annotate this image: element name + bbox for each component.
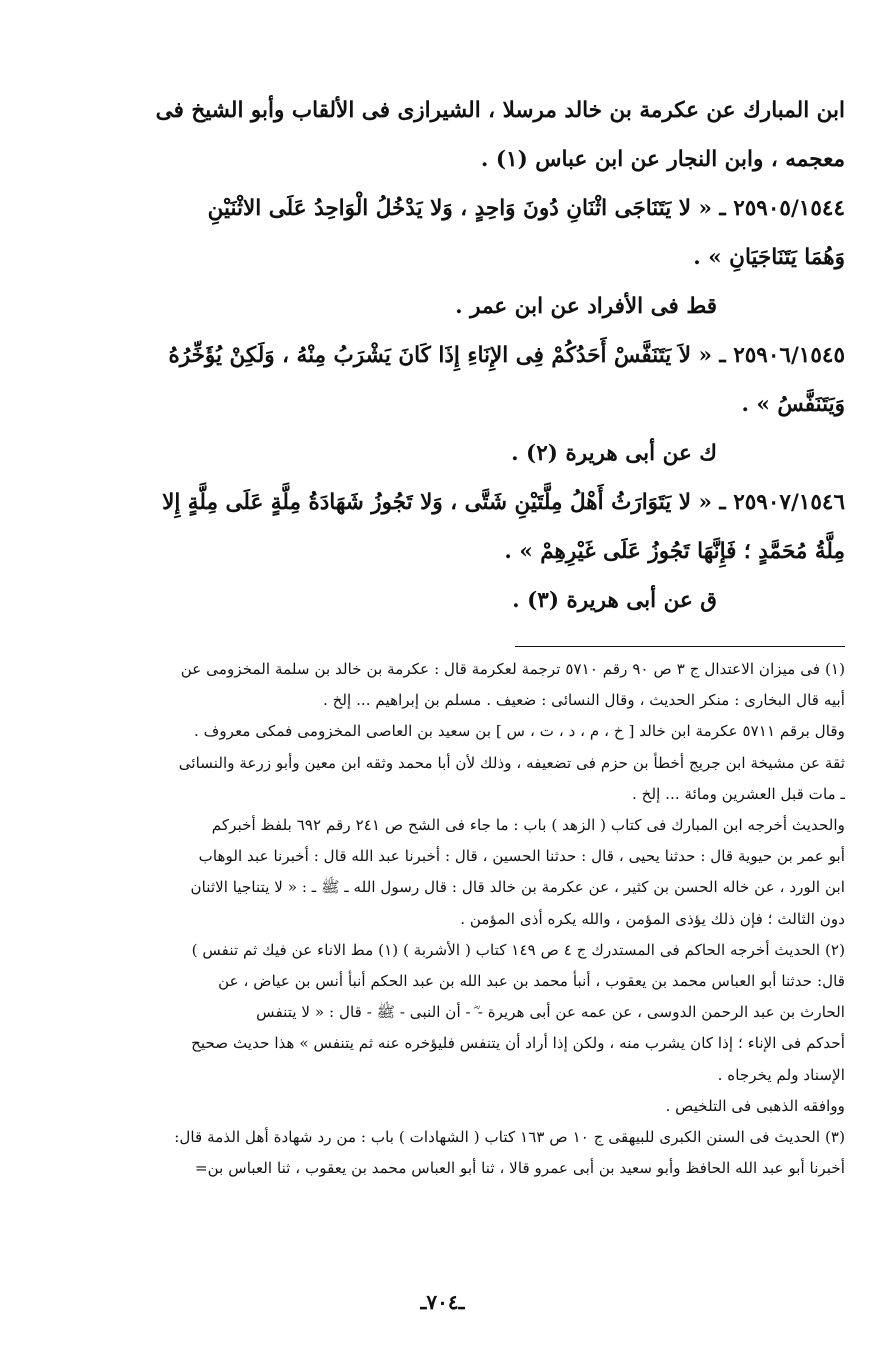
footnotes-block bbox=[34, 654, 845, 1184]
source-attribution: ك عن أبى هريرة (٢) . bbox=[511, 441, 717, 466]
hadith-1544: ٢٥٩٠٥/١٥٤٤ ـ « لا يَتَنَاجَى اثْنَانِ دُونَ وَاحِدٍ ، وَلا يَدْخُلُ الْوَاحِدُ عَلَى الاثْنَيْنِ bbox=[207, 196, 845, 221]
hadith-1546: ٢٥٩٠٧/١٥٤٦ ـ « لا يَتَوَارَثُ أَهْلُ مِلَّتَيْنِ شَتَّى ، وَلا تَجُوزُ شَهَادَةُ مِلَّةٍ عَلَى مِلَّةٍ إِلا bbox=[162, 490, 845, 515]
footnote-line: والحديث أخرجه ابن المبارك فى كتاب ( الزهد ) باب : ما جاء فى الشح ص ٢٤١ رقم ٦٩٢ بلفظ أخبركم bbox=[211, 816, 845, 835]
footnote-line: أبيه قال البخارى : منكر الحديث ، وقال النسائى : ضعيف . مسلم بن إبراهيم ... إلخ . bbox=[322, 691, 845, 710]
footnote-line: ابن الورد ، عن خاله الحسن بن كثير ، عن عكرمة بن خالد قال : قال رسول الله ـ ﷺ ـ : « لا يتناجيا الاثنان bbox=[190, 878, 845, 897]
footnote-line: ـ مات قبل العشرين ومائة ... إلخ . bbox=[632, 784, 845, 803]
page-number: ـ٧٠٤ـ bbox=[420, 1290, 465, 1314]
source-attribution: قط فى الأفراد عن ابن عمر . bbox=[455, 294, 717, 319]
hadith-1545: ٢٥٩٠٦/١٥٤٥ ـ « لاَ يَتَنَفَّسْ أَحَدُكُمْ فِى الإِنَاءِ إِذَا كَانَ يَشْرَبُ مِنْهُ ، وَلَكِنْ يُؤَخِّرُهُ bbox=[168, 343, 845, 368]
footnote-2: (٢) الحديث أخرجه الحاكم فى المستدرك ج ٤ ص ١٤٩ كتاب ( الأشربة ) (١) مط الاناء عن فيك ثم تنفس ) bbox=[191, 940, 845, 959]
footnote-line: الإسناد ولم يخرجاه . bbox=[717, 1065, 845, 1084]
text-line: معجمه ، وابن النجار عن ابن عباس (١) . bbox=[480, 147, 845, 172]
footnote-3: (٣) الحديث فى السنن الكبرى للبيهقى ج ١٠ ص ١٦٣ كتاب ( الشهادات ) باب : من رد شهادة أهل الذمة قال: bbox=[174, 1128, 845, 1147]
source-attribution: ق عن أبى هريرة (٣) . bbox=[512, 588, 717, 613]
footnote-line: أخبرنا أبو عبد الله الحافظ وأبو سعيد بن أبى عمرو قالا ، ثنا أبو العباس محمد بن يعقوب ، ثنا العباس بن= bbox=[194, 1159, 845, 1178]
footnote-line: أحدكم فى الإناء ؛ إذا كان يشرب منه ، ولكن إذا أراد أن يتنفس فليؤخره عنه ثم يتنفس » هذا حديث صحيح bbox=[191, 1034, 845, 1053]
footnote-line: الحارث بن عبد الرحمن الدوسى ، عن عمه عن أبى هريرة - ؓ - أن النبى - ﷺ - قال : « لا يتنفس bbox=[256, 1003, 845, 1022]
text-line: ابن المبارك عن عكرمة بن خالد مرسلا ، الشيرازى فى الألقاب وأبو الشيخ فى bbox=[155, 98, 845, 123]
footnote-line: ثقة عن مشيخة ابن جريج أخطأ بن حزم فى تضعيفه ، وذلك لأن أبا محمد وثقه ابن معين وأبو زرعة والنسائى bbox=[178, 753, 845, 772]
footnote-line: دون الثالث ؛ فإن ذلك يؤذى المؤمن ، والله يكره أذى المؤمن . bbox=[460, 909, 845, 928]
footnote-1: (١) فى ميزان الاعتدال ج ٣ ص ٩٠ رقم ٥٧١٠ ترجمة لعكرمة قال : عكرمة بن خالد بن سلمة المخزومى عن bbox=[180, 660, 845, 678]
footnote-line: قال: حدثنا أبو العباس محمد بن يعقوب ، أنبأ محمد بن عبد الله بن عبد الحكم أنبأ أنس بن عياض ، عن bbox=[218, 972, 845, 991]
text-line: وَيَتَنَفَّسُ » . bbox=[741, 392, 845, 417]
footnote-line: أبو عمر بن حيوية قال : حدثنا يحيى ، قال : حدثنا الحسين ، قال : أخبرنا عبد الله قال : أخبرنا عبد الوهاب bbox=[198, 847, 845, 866]
footnote-divider bbox=[515, 646, 845, 647]
footnote-line: وقال برقم ٥٧١١ عكرمة ابن خالد [ خ ، م ، د ، ت ، س ] بن سعيد بن العاصى المخزومى فمكى معروف . bbox=[193, 722, 845, 741]
text-line: مِلَّةُ مُحَمَّدٍ ؛ فَإِنَّهَا تَجُوزُ عَلَى غَيْرِهِمْ » . bbox=[504, 539, 845, 564]
footnote-line: ووافقه الذهبى فى التلخيص . bbox=[665, 1096, 845, 1115]
hadith-text-block bbox=[40, 86, 845, 625]
text-line: وَهُمَا يَتَنَاجَيَانِ » . bbox=[693, 245, 845, 270]
